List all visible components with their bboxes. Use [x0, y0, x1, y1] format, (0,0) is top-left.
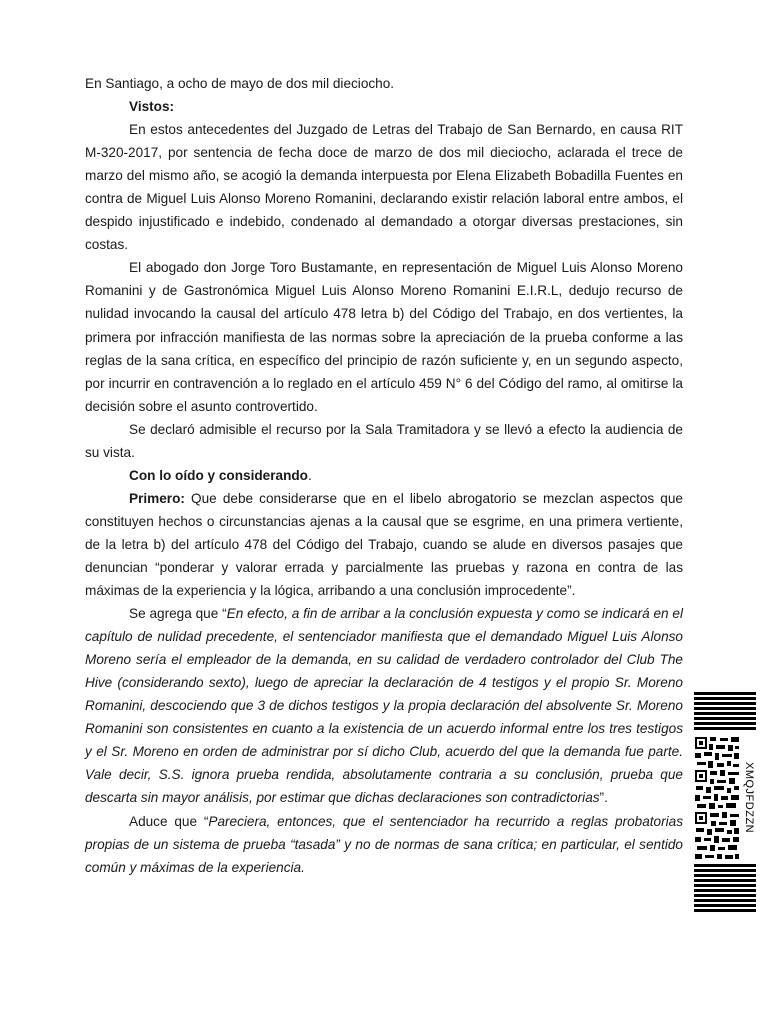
verification-code: XMQJFDZZN [743, 762, 755, 834]
aduce-lead: Aduce que “ [129, 813, 209, 829]
se-agrega-lead: Se agrega que “ [129, 606, 227, 622]
vistos-heading [85, 95, 683, 118]
se-agrega-quote: En efecto, a fin de arribar a la conclusión expuesta y como se indicará en el capítulo de nulidad precedente, el sentenciador manifiesta que el demandado Miguel Luis Alonso Moreno sería el empleador de la demanda, en su calidad de verdadero controlador del Club The Hive (considerando sexto), luego de apreciar la declaración de 4 testigos y el propio Sr. Moreno Romanini, descociendo que 3 de dichos testigos y la propia declaración del absolvente Sr. Moreno Romanini son consistentes en cuanto a la existencia de un acuerdo informal entre los tres testigos y el Sr. Moreno en orden de administrar por sí dicho Club, acuerdo del que la demanda fue parte. Vale decir, S.S. ignora prueba rendida, absolutamente contraria a su conclusión, prueba que descarta sin mayor análisis, por estimar que dichas declaraciones son contradictorias [85, 606, 683, 806]
verification-barcode [694, 692, 756, 914]
document-body [85, 72, 683, 879]
considerando-heading-text: Con lo oído y considerando [129, 467, 308, 483]
considerando-heading [85, 464, 683, 487]
qr-code-icon [694, 736, 740, 860]
paragraph-recurso: El abogado don Jorge Toro Bustamante, en representación de Miguel Luis Alonso Moreno Romanini y de Gastronómica Miguel Luis Alonso Moreno Romanini E.I.R.L, dedujo recurso de nulidad invocando la causal del artículo 478 letra b) del Código del Trabajo, en dos vertientes, la primera por infracción manifiesta de las normas sobre la apreciación de la prueba conforme a las reglas de la sana crítica, en específico del principio de razón suficiente y, en un segundo aspecto, por incurrir en contravención a lo reglado en el artículo 459 N° 6 del Código del ramo, al omitirse la decisión sobre el asunto controvertido. [85, 260, 683, 414]
se-agrega-tail: ”. [599, 790, 608, 806]
paragraph-admisible: Se declaró admisible el recurso por la Sala Tramitadora y se llevó a efecto la audiencia de su vista. [85, 421, 683, 460]
considerando-dot: . [308, 467, 312, 483]
primero-label: Primero: [129, 490, 185, 506]
aduce-quote: Pareciera, entonces, que el sentenciador ha recurrido a reglas probatorias propias de un sistema de prueba “tasada” y no de normas de sana crítica; en particular, el sentido común y máximas de la experiencia. [85, 813, 683, 875]
paragraph-se-agrega [85, 602, 683, 809]
date-line: En Santiago, a ocho de mayo de dos mil dieciocho. [85, 76, 395, 91]
barcode-stripes-top [694, 692, 756, 732]
paragraph-primero [85, 487, 683, 602]
barcode-stripes-bottom [694, 864, 756, 912]
primero-text: Que debe considerarse que en el libelo abrogatorio se mezclan aspectos que constituyen hechos o circunstancias ajenas a la causal que se esgrime, en una primera vertiente, de la letra b) del artículo 478 del Código del Trabajo, cuando se alude en diversos pasajes que denuncian “ponderar y valorar errada y parcialmente las pruebas y razona en contra de las máximas de la experiencia y la lógica, arribando a una conclusión improcedente”. [85, 490, 683, 599]
vistos-heading-text: Vistos: [129, 99, 175, 115]
paragraph-antecedentes: En estos antecedentes del Juzgado de Letras del Trabajo de San Bernardo, en causa RIT M-320-2017, por sentencia de fecha doce de marzo de dos mil dieciocho, aclarada el trece de marzo del mismo año, se acogió la demanda interpuesta por Elena Elizabeth Bobadilla Fuentes en contra de Miguel Luis Alonso Moreno Romanini, declarando existir relación laboral entre ambos, el despido injustificado e indebido, condenado al demandado a otorgar diversas prestaciones, sin costas. [85, 122, 683, 253]
paragraph-aduce [85, 810, 683, 879]
